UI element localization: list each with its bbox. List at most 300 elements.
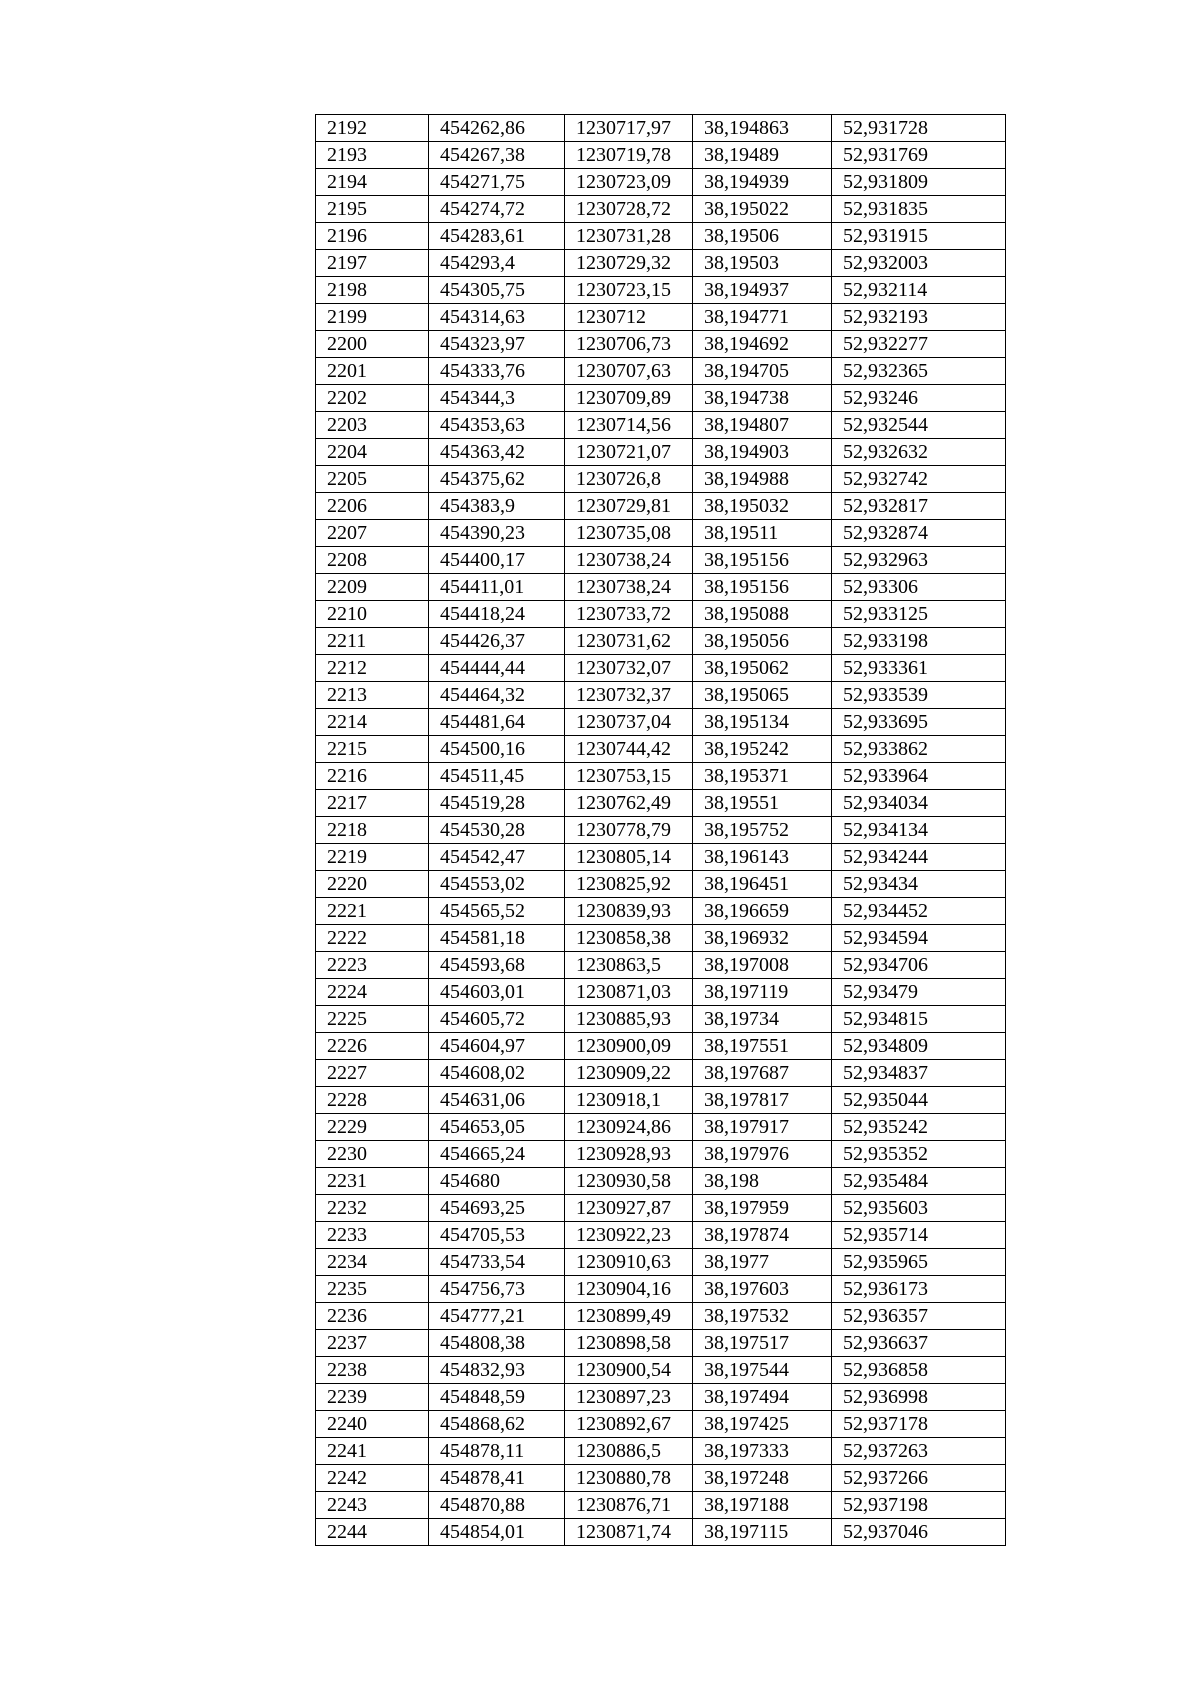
longitude-cell: 38,197494 [693, 1384, 832, 1411]
latitude-cell: 52,936637 [832, 1330, 1006, 1357]
y-coordinate-cell: 1230839,93 [565, 898, 693, 925]
latitude-cell: 52,934452 [832, 898, 1006, 925]
coordinate-table [315, 114, 1006, 1546]
point-number-cell: 2240 [316, 1411, 429, 1438]
table-row [316, 871, 1006, 898]
x-coordinate-cell: 454426,37 [429, 628, 565, 655]
latitude-cell: 52,937046 [832, 1519, 1006, 1546]
table-row [316, 574, 1006, 601]
point-number-cell: 2197 [316, 250, 429, 277]
x-coordinate-cell: 454500,16 [429, 736, 565, 763]
point-number-cell: 2198 [316, 277, 429, 304]
point-number-cell: 2231 [316, 1168, 429, 1195]
y-coordinate-cell: 1230930,58 [565, 1168, 693, 1195]
y-coordinate-cell: 1230900,54 [565, 1357, 693, 1384]
longitude-cell: 38,194863 [693, 115, 832, 142]
table-row [316, 169, 1006, 196]
y-coordinate-cell: 1230909,22 [565, 1060, 693, 1087]
y-coordinate-cell: 1230737,04 [565, 709, 693, 736]
longitude-cell: 38,197532 [693, 1303, 832, 1330]
point-number-cell: 2204 [316, 439, 429, 466]
latitude-cell: 52,935242 [832, 1114, 1006, 1141]
table-row [316, 331, 1006, 358]
longitude-cell: 38,19489 [693, 142, 832, 169]
y-coordinate-cell: 1230892,67 [565, 1411, 693, 1438]
y-coordinate-cell: 1230744,42 [565, 736, 693, 763]
y-coordinate-cell: 1230706,73 [565, 331, 693, 358]
table-row [316, 709, 1006, 736]
table-row [316, 763, 1006, 790]
latitude-cell: 52,934134 [832, 817, 1006, 844]
point-number-cell: 2212 [316, 655, 429, 682]
x-coordinate-cell: 454848,59 [429, 1384, 565, 1411]
latitude-cell: 52,933125 [832, 601, 1006, 628]
point-number-cell: 2238 [316, 1357, 429, 1384]
y-coordinate-cell: 1230726,8 [565, 466, 693, 493]
point-number-cell: 2233 [316, 1222, 429, 1249]
y-coordinate-cell: 1230738,24 [565, 547, 693, 574]
x-coordinate-cell: 454344,3 [429, 385, 565, 412]
point-number-cell: 2201 [316, 358, 429, 385]
table-row [316, 1411, 1006, 1438]
latitude-cell: 52,932114 [832, 277, 1006, 304]
latitude-cell: 52,937266 [832, 1465, 1006, 1492]
table-row [316, 412, 1006, 439]
x-coordinate-cell: 454464,32 [429, 682, 565, 709]
longitude-cell: 38,197008 [693, 952, 832, 979]
point-number-cell: 2195 [316, 196, 429, 223]
table-row [316, 1384, 1006, 1411]
table-row [316, 1465, 1006, 1492]
table-row [316, 979, 1006, 1006]
longitude-cell: 38,197119 [693, 979, 832, 1006]
point-number-cell: 2243 [316, 1492, 429, 1519]
x-coordinate-cell: 454603,01 [429, 979, 565, 1006]
point-number-cell: 2213 [316, 682, 429, 709]
y-coordinate-cell: 1230886,5 [565, 1438, 693, 1465]
longitude-cell: 38,194771 [693, 304, 832, 331]
longitude-cell: 38,197188 [693, 1492, 832, 1519]
latitude-cell: 52,93306 [832, 574, 1006, 601]
y-coordinate-cell: 1230723,09 [565, 169, 693, 196]
latitude-cell: 52,934815 [832, 1006, 1006, 1033]
y-coordinate-cell: 1230719,78 [565, 142, 693, 169]
longitude-cell: 38,195752 [693, 817, 832, 844]
point-number-cell: 2215 [316, 736, 429, 763]
table-row [316, 439, 1006, 466]
y-coordinate-cell: 1230732,37 [565, 682, 693, 709]
longitude-cell: 38,197917 [693, 1114, 832, 1141]
table-row [316, 1438, 1006, 1465]
table-row [316, 115, 1006, 142]
x-coordinate-cell: 454808,38 [429, 1330, 565, 1357]
latitude-cell: 52,934034 [832, 790, 1006, 817]
table-row [316, 493, 1006, 520]
longitude-cell: 38,194903 [693, 439, 832, 466]
point-number-cell: 2230 [316, 1141, 429, 1168]
y-coordinate-cell: 1230897,23 [565, 1384, 693, 1411]
longitude-cell: 38,197976 [693, 1141, 832, 1168]
point-number-cell: 2226 [316, 1033, 429, 1060]
x-coordinate-cell: 454631,06 [429, 1087, 565, 1114]
point-number-cell: 2210 [316, 601, 429, 628]
latitude-cell: 52,936998 [832, 1384, 1006, 1411]
x-coordinate-cell: 454271,75 [429, 169, 565, 196]
point-number-cell: 2225 [316, 1006, 429, 1033]
table-row [316, 1249, 1006, 1276]
table-row [316, 250, 1006, 277]
x-coordinate-cell: 454390,23 [429, 520, 565, 547]
longitude-cell: 38,19551 [693, 790, 832, 817]
table-row [316, 628, 1006, 655]
point-number-cell: 2205 [316, 466, 429, 493]
x-coordinate-cell: 454519,28 [429, 790, 565, 817]
y-coordinate-cell: 1230732,07 [565, 655, 693, 682]
point-number-cell: 2241 [316, 1438, 429, 1465]
table-row [316, 682, 1006, 709]
latitude-cell: 52,932963 [832, 547, 1006, 574]
x-coordinate-cell: 454878,41 [429, 1465, 565, 1492]
y-coordinate-cell: 1230876,71 [565, 1492, 693, 1519]
x-coordinate-cell: 454878,11 [429, 1438, 565, 1465]
latitude-cell: 52,931728 [832, 115, 1006, 142]
longitude-cell: 38,196659 [693, 898, 832, 925]
latitude-cell: 52,933964 [832, 763, 1006, 790]
latitude-cell: 52,937263 [832, 1438, 1006, 1465]
y-coordinate-cell: 1230738,24 [565, 574, 693, 601]
latitude-cell: 52,934594 [832, 925, 1006, 952]
point-number-cell: 2211 [316, 628, 429, 655]
point-number-cell: 2200 [316, 331, 429, 358]
table-row [316, 736, 1006, 763]
longitude-cell: 38,194807 [693, 412, 832, 439]
table-row [316, 277, 1006, 304]
coordinate-table-body [316, 115, 1006, 1546]
table-row [316, 142, 1006, 169]
x-coordinate-cell: 454832,93 [429, 1357, 565, 1384]
y-coordinate-cell: 1230858,38 [565, 925, 693, 952]
latitude-cell: 52,931915 [832, 223, 1006, 250]
x-coordinate-cell: 454511,45 [429, 763, 565, 790]
longitude-cell: 38,197425 [693, 1411, 832, 1438]
y-coordinate-cell: 1230927,87 [565, 1195, 693, 1222]
point-number-cell: 2219 [316, 844, 429, 871]
x-coordinate-cell: 454608,02 [429, 1060, 565, 1087]
latitude-cell: 52,932277 [832, 331, 1006, 358]
y-coordinate-cell: 1230714,56 [565, 412, 693, 439]
longitude-cell: 38,197817 [693, 1087, 832, 1114]
y-coordinate-cell: 1230712 [565, 304, 693, 331]
x-coordinate-cell: 454705,53 [429, 1222, 565, 1249]
point-number-cell: 2203 [316, 412, 429, 439]
point-number-cell: 2217 [316, 790, 429, 817]
latitude-cell: 52,932193 [832, 304, 1006, 331]
y-coordinate-cell: 1230729,32 [565, 250, 693, 277]
longitude-cell: 38,195371 [693, 763, 832, 790]
x-coordinate-cell: 454653,05 [429, 1114, 565, 1141]
table-row [316, 1033, 1006, 1060]
latitude-cell: 52,932874 [832, 520, 1006, 547]
longitude-cell: 38,197517 [693, 1330, 832, 1357]
point-number-cell: 2239 [316, 1384, 429, 1411]
latitude-cell: 52,935603 [832, 1195, 1006, 1222]
x-coordinate-cell: 454565,52 [429, 898, 565, 925]
latitude-cell: 52,934244 [832, 844, 1006, 871]
point-number-cell: 2218 [316, 817, 429, 844]
x-coordinate-cell: 454481,64 [429, 709, 565, 736]
latitude-cell: 52,931835 [832, 196, 1006, 223]
table-row [316, 1141, 1006, 1168]
longitude-cell: 38,198 [693, 1168, 832, 1195]
x-coordinate-cell: 454542,47 [429, 844, 565, 871]
x-coordinate-cell: 454665,24 [429, 1141, 565, 1168]
y-coordinate-cell: 1230709,89 [565, 385, 693, 412]
point-number-cell: 2222 [316, 925, 429, 952]
table-row [316, 1276, 1006, 1303]
latitude-cell: 52,934809 [832, 1033, 1006, 1060]
latitude-cell: 52,93246 [832, 385, 1006, 412]
longitude-cell: 38,194939 [693, 169, 832, 196]
latitude-cell: 52,932365 [832, 358, 1006, 385]
y-coordinate-cell: 1230731,28 [565, 223, 693, 250]
y-coordinate-cell: 1230753,15 [565, 763, 693, 790]
point-number-cell: 2208 [316, 547, 429, 574]
longitude-cell: 38,19506 [693, 223, 832, 250]
point-number-cell: 2223 [316, 952, 429, 979]
x-coordinate-cell: 454333,76 [429, 358, 565, 385]
longitude-cell: 38,197115 [693, 1519, 832, 1546]
latitude-cell: 52,935044 [832, 1087, 1006, 1114]
latitude-cell: 52,934706 [832, 952, 1006, 979]
y-coordinate-cell: 1230885,93 [565, 1006, 693, 1033]
longitude-cell: 38,195065 [693, 682, 832, 709]
point-number-cell: 2232 [316, 1195, 429, 1222]
y-coordinate-cell: 1230723,15 [565, 277, 693, 304]
y-coordinate-cell: 1230918,1 [565, 1087, 693, 1114]
longitude-cell: 38,194988 [693, 466, 832, 493]
longitude-cell: 38,195088 [693, 601, 832, 628]
point-number-cell: 2193 [316, 142, 429, 169]
x-coordinate-cell: 454400,17 [429, 547, 565, 574]
longitude-cell: 38,195156 [693, 547, 832, 574]
longitude-cell: 38,195022 [693, 196, 832, 223]
x-coordinate-cell: 454593,68 [429, 952, 565, 979]
y-coordinate-cell: 1230729,81 [565, 493, 693, 520]
longitude-cell: 38,195056 [693, 628, 832, 655]
table-row [316, 547, 1006, 574]
x-coordinate-cell: 454418,24 [429, 601, 565, 628]
point-number-cell: 2194 [316, 169, 429, 196]
x-coordinate-cell: 454267,38 [429, 142, 565, 169]
point-number-cell: 2224 [316, 979, 429, 1006]
x-coordinate-cell: 454262,86 [429, 115, 565, 142]
longitude-cell: 38,196451 [693, 871, 832, 898]
latitude-cell: 52,932742 [832, 466, 1006, 493]
table-row [316, 466, 1006, 493]
latitude-cell: 52,93479 [832, 979, 1006, 1006]
point-number-cell: 2202 [316, 385, 429, 412]
table-row [316, 196, 1006, 223]
latitude-cell: 52,93434 [832, 871, 1006, 898]
longitude-cell: 38,19503 [693, 250, 832, 277]
x-coordinate-cell: 454733,54 [429, 1249, 565, 1276]
longitude-cell: 38,195062 [693, 655, 832, 682]
table-row [316, 817, 1006, 844]
y-coordinate-cell: 1230871,74 [565, 1519, 693, 1546]
longitude-cell: 38,195156 [693, 574, 832, 601]
latitude-cell: 52,931769 [832, 142, 1006, 169]
y-coordinate-cell: 1230871,03 [565, 979, 693, 1006]
table-row [316, 790, 1006, 817]
table-row [316, 844, 1006, 871]
table-row [316, 1114, 1006, 1141]
latitude-cell: 52,936858 [832, 1357, 1006, 1384]
x-coordinate-cell: 454314,63 [429, 304, 565, 331]
point-number-cell: 2234 [316, 1249, 429, 1276]
latitude-cell: 52,932544 [832, 412, 1006, 439]
point-number-cell: 2209 [316, 574, 429, 601]
y-coordinate-cell: 1230928,93 [565, 1141, 693, 1168]
point-number-cell: 2207 [316, 520, 429, 547]
longitude-cell: 38,197603 [693, 1276, 832, 1303]
latitude-cell: 52,932003 [832, 250, 1006, 277]
y-coordinate-cell: 1230731,62 [565, 628, 693, 655]
latitude-cell: 52,936357 [832, 1303, 1006, 1330]
table-row [316, 655, 1006, 682]
latitude-cell: 52,935714 [832, 1222, 1006, 1249]
table-row [316, 1195, 1006, 1222]
x-coordinate-cell: 454383,9 [429, 493, 565, 520]
table-row [316, 1168, 1006, 1195]
x-coordinate-cell: 454777,21 [429, 1303, 565, 1330]
longitude-cell: 38,195134 [693, 709, 832, 736]
point-number-cell: 2192 [316, 115, 429, 142]
y-coordinate-cell: 1230778,79 [565, 817, 693, 844]
longitude-cell: 38,197687 [693, 1060, 832, 1087]
x-coordinate-cell: 454756,73 [429, 1276, 565, 1303]
x-coordinate-cell: 454283,61 [429, 223, 565, 250]
point-number-cell: 2228 [316, 1087, 429, 1114]
y-coordinate-cell: 1230924,86 [565, 1114, 693, 1141]
y-coordinate-cell: 1230733,72 [565, 601, 693, 628]
x-coordinate-cell: 454605,72 [429, 1006, 565, 1033]
x-coordinate-cell: 454375,62 [429, 466, 565, 493]
y-coordinate-cell: 1230717,97 [565, 115, 693, 142]
longitude-cell: 38,194692 [693, 331, 832, 358]
table-row [316, 601, 1006, 628]
y-coordinate-cell: 1230910,63 [565, 1249, 693, 1276]
latitude-cell: 52,933862 [832, 736, 1006, 763]
longitude-cell: 38,19511 [693, 520, 832, 547]
table-row [316, 952, 1006, 979]
x-coordinate-cell: 454444,44 [429, 655, 565, 682]
x-coordinate-cell: 454411,01 [429, 574, 565, 601]
longitude-cell: 38,19734 [693, 1006, 832, 1033]
point-number-cell: 2244 [316, 1519, 429, 1546]
y-coordinate-cell: 1230880,78 [565, 1465, 693, 1492]
table-row [316, 1519, 1006, 1546]
x-coordinate-cell: 454693,25 [429, 1195, 565, 1222]
point-number-cell: 2242 [316, 1465, 429, 1492]
point-number-cell: 2216 [316, 763, 429, 790]
y-coordinate-cell: 1230728,72 [565, 196, 693, 223]
table-row [316, 898, 1006, 925]
longitude-cell: 38,196143 [693, 844, 832, 871]
x-coordinate-cell: 454274,72 [429, 196, 565, 223]
point-number-cell: 2199 [316, 304, 429, 331]
longitude-cell: 38,197248 [693, 1465, 832, 1492]
point-number-cell: 2214 [316, 709, 429, 736]
point-number-cell: 2237 [316, 1330, 429, 1357]
table-row [316, 304, 1006, 331]
y-coordinate-cell: 1230898,58 [565, 1330, 693, 1357]
point-number-cell: 2196 [316, 223, 429, 250]
latitude-cell: 52,937178 [832, 1411, 1006, 1438]
latitude-cell: 52,935965 [832, 1249, 1006, 1276]
y-coordinate-cell: 1230805,14 [565, 844, 693, 871]
x-coordinate-cell: 454530,28 [429, 817, 565, 844]
y-coordinate-cell: 1230707,63 [565, 358, 693, 385]
table-row [316, 1222, 1006, 1249]
latitude-cell: 52,933695 [832, 709, 1006, 736]
latitude-cell: 52,934837 [832, 1060, 1006, 1087]
table-row [316, 358, 1006, 385]
table-row [316, 1357, 1006, 1384]
table-row [316, 1087, 1006, 1114]
x-coordinate-cell: 454305,75 [429, 277, 565, 304]
longitude-cell: 38,194738 [693, 385, 832, 412]
longitude-cell: 38,1977 [693, 1249, 832, 1276]
x-coordinate-cell: 454680 [429, 1168, 565, 1195]
latitude-cell: 52,937198 [832, 1492, 1006, 1519]
point-number-cell: 2229 [316, 1114, 429, 1141]
y-coordinate-cell: 1230863,5 [565, 952, 693, 979]
longitude-cell: 38,197544 [693, 1357, 832, 1384]
y-coordinate-cell: 1230904,16 [565, 1276, 693, 1303]
longitude-cell: 38,194937 [693, 277, 832, 304]
table-row [316, 1330, 1006, 1357]
longitude-cell: 38,196932 [693, 925, 832, 952]
point-number-cell: 2220 [316, 871, 429, 898]
latitude-cell: 52,933361 [832, 655, 1006, 682]
y-coordinate-cell: 1230762,49 [565, 790, 693, 817]
latitude-cell: 52,932632 [832, 439, 1006, 466]
y-coordinate-cell: 1230922,23 [565, 1222, 693, 1249]
table-row [316, 1006, 1006, 1033]
longitude-cell: 38,194705 [693, 358, 832, 385]
latitude-cell: 52,933539 [832, 682, 1006, 709]
longitude-cell: 38,197874 [693, 1222, 832, 1249]
table-row [316, 1492, 1006, 1519]
x-coordinate-cell: 454870,88 [429, 1492, 565, 1519]
table-row [316, 520, 1006, 547]
x-coordinate-cell: 454581,18 [429, 925, 565, 952]
table-row [316, 385, 1006, 412]
y-coordinate-cell: 1230721,07 [565, 439, 693, 466]
point-number-cell: 2235 [316, 1276, 429, 1303]
table-row [316, 223, 1006, 250]
longitude-cell: 38,195032 [693, 493, 832, 520]
latitude-cell: 52,931809 [832, 169, 1006, 196]
x-coordinate-cell: 454353,63 [429, 412, 565, 439]
x-coordinate-cell: 454854,01 [429, 1519, 565, 1546]
x-coordinate-cell: 454293,4 [429, 250, 565, 277]
point-number-cell: 2227 [316, 1060, 429, 1087]
latitude-cell: 52,936173 [832, 1276, 1006, 1303]
x-coordinate-cell: 454553,02 [429, 871, 565, 898]
x-coordinate-cell: 454604,97 [429, 1033, 565, 1060]
longitude-cell: 38,197551 [693, 1033, 832, 1060]
